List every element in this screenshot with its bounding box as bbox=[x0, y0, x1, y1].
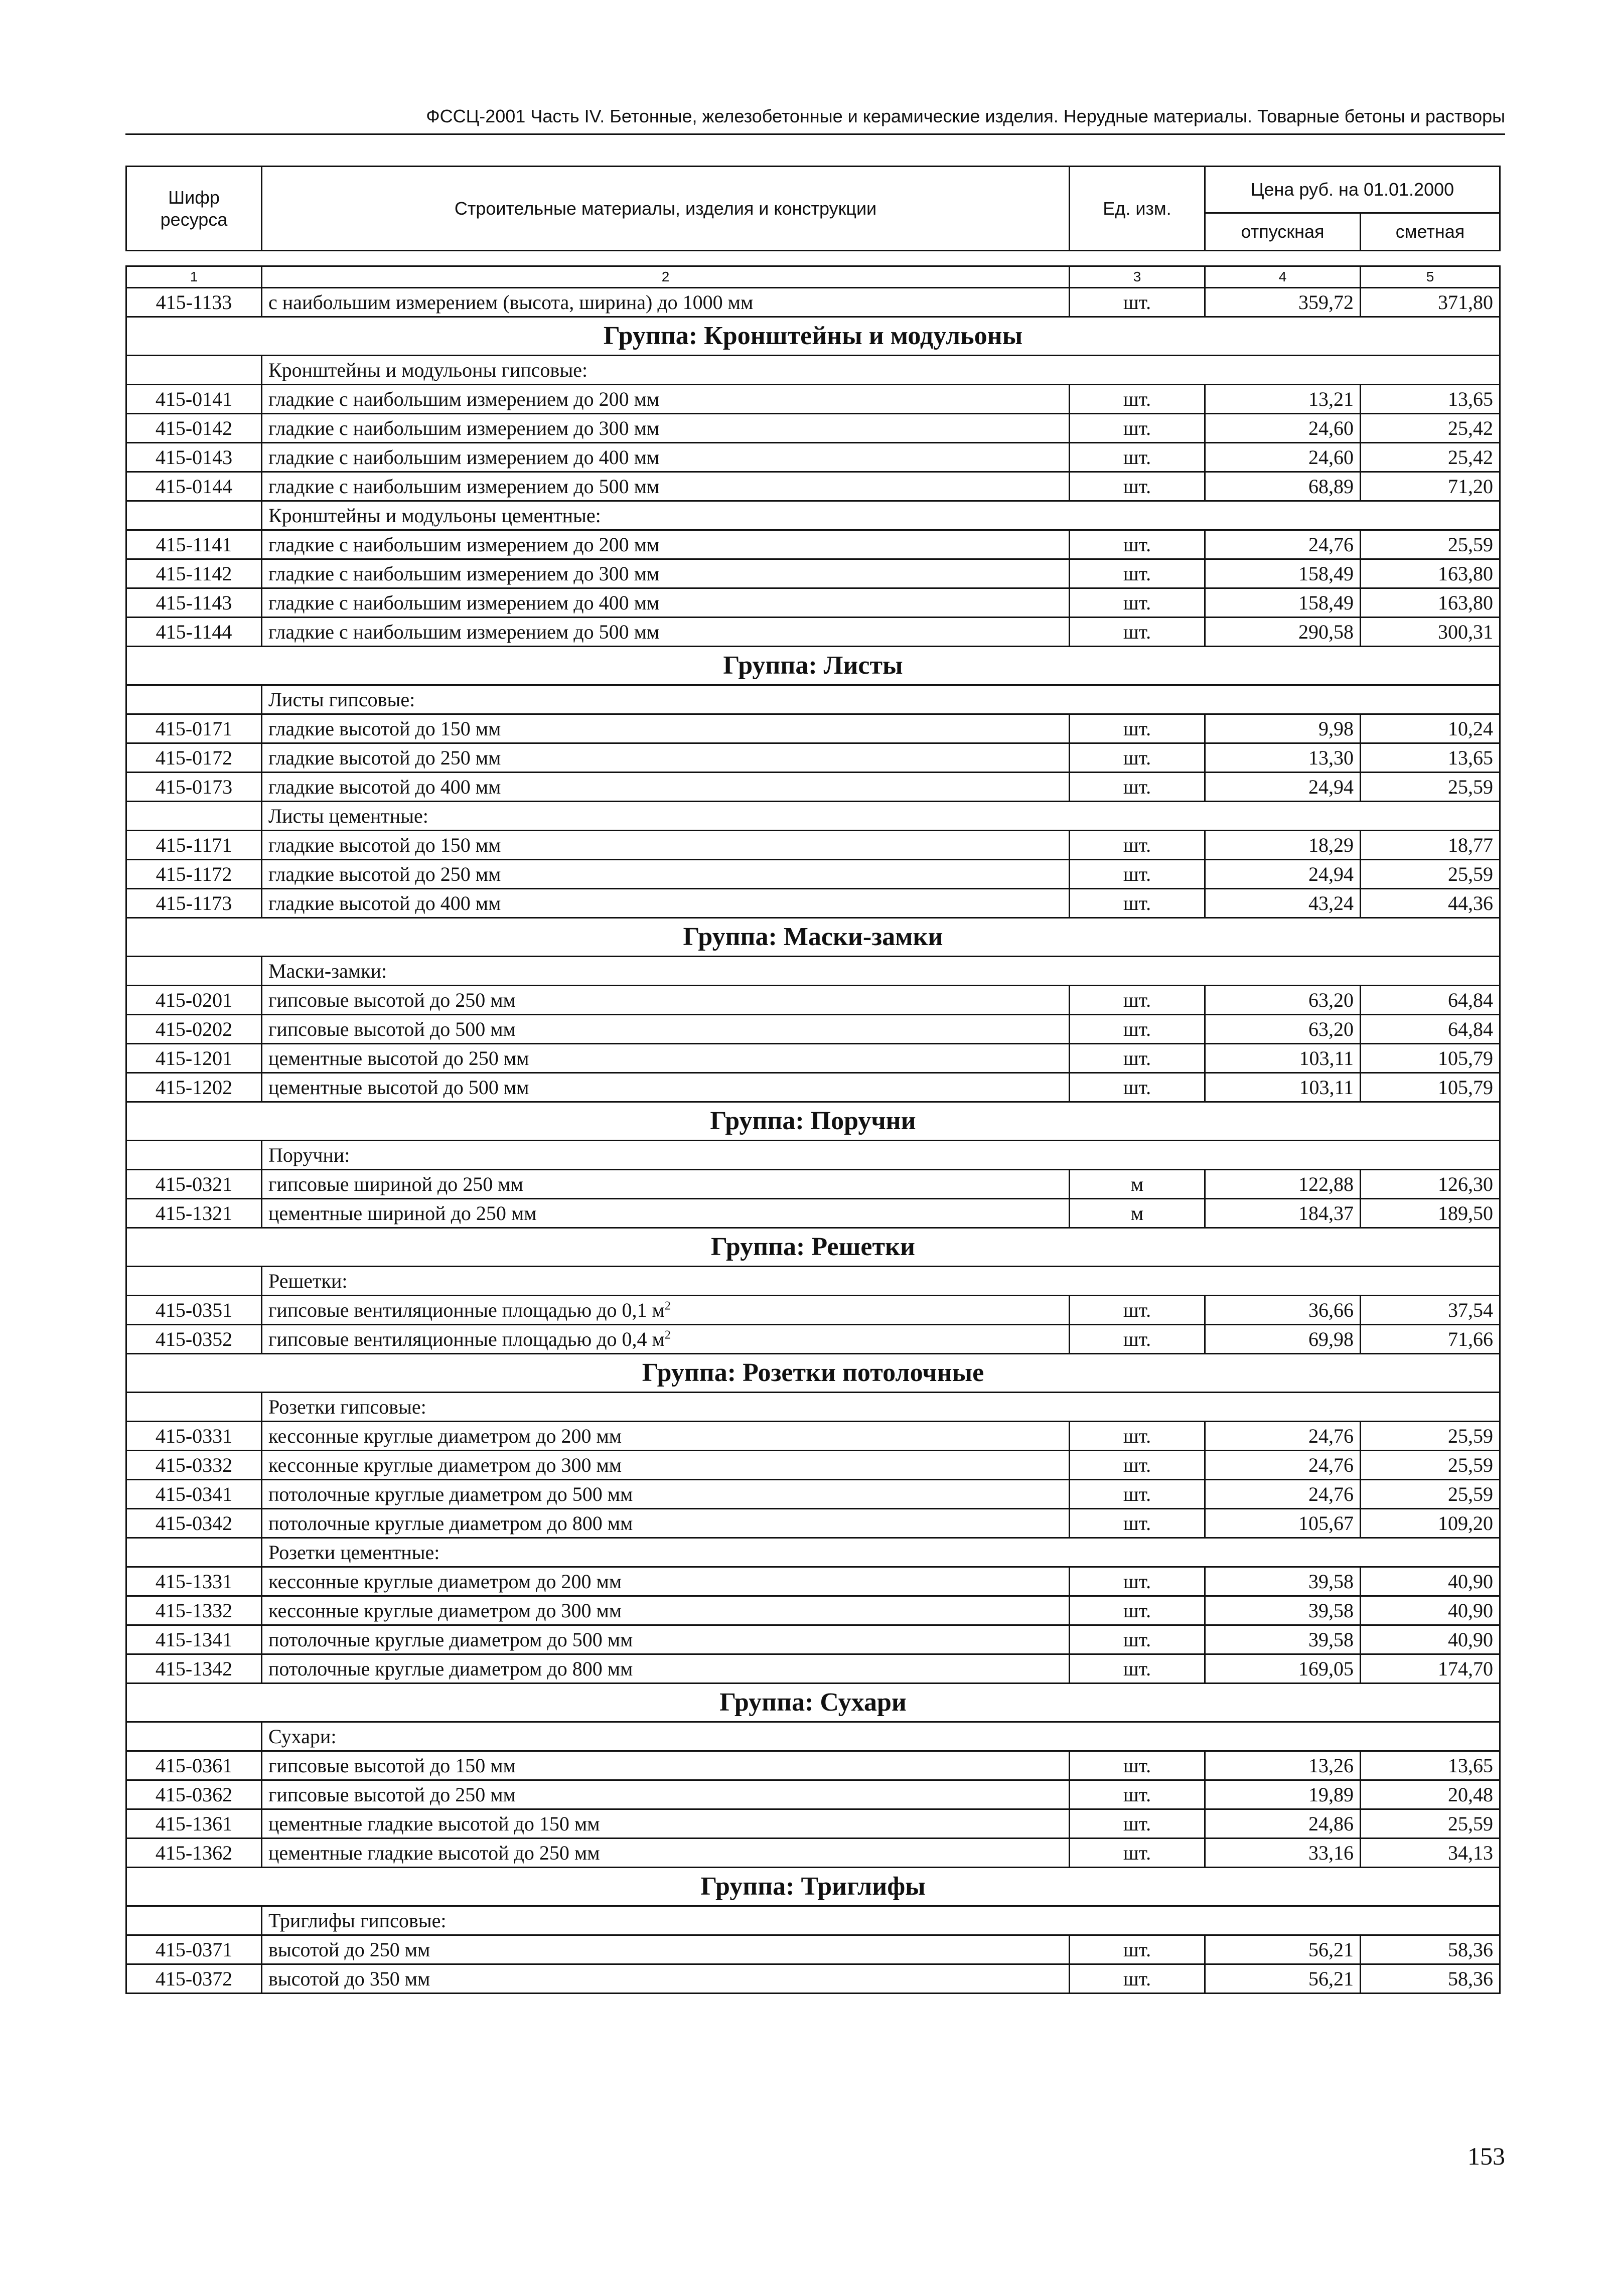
estimate-price: 40,90 bbox=[1361, 1567, 1500, 1596]
resource-code: 415-0341 bbox=[126, 1480, 262, 1509]
material-name: кессонные круглые диаметром до 200 мм bbox=[262, 1422, 1070, 1451]
resource-code: 415-1171 bbox=[126, 831, 262, 860]
estimate-price: 71,66 bbox=[1361, 1325, 1500, 1354]
unit: м bbox=[1070, 1199, 1205, 1228]
estimate-price: 13,65 bbox=[1361, 385, 1500, 414]
material-name: гладкие с наибольшим измерением до 500 мм bbox=[262, 472, 1070, 501]
release-price: 105,67 bbox=[1205, 1509, 1361, 1538]
release-price: 63,20 bbox=[1205, 986, 1361, 1015]
estimate-price: 25,42 bbox=[1361, 414, 1500, 443]
estimate-price: 163,80 bbox=[1361, 559, 1500, 588]
material-name: высотой до 350 мм bbox=[262, 1964, 1070, 1994]
resource-code: 415-0321 bbox=[126, 1170, 262, 1199]
unit: шт. bbox=[1070, 1654, 1205, 1683]
resource-code: 415-0351 bbox=[126, 1296, 262, 1325]
release-price: 122,88 bbox=[1205, 1170, 1361, 1199]
resource-code: 415-0141 bbox=[126, 385, 262, 414]
estimate-price: 25,59 bbox=[1361, 1451, 1500, 1480]
estimate-price: 64,84 bbox=[1361, 986, 1500, 1015]
release-price: 56,21 bbox=[1205, 1964, 1361, 1994]
material-name: гладкие высотой до 150 мм bbox=[262, 714, 1070, 743]
release-price: 184,37 bbox=[1205, 1199, 1361, 1228]
table-row bbox=[126, 1780, 1500, 1809]
column-number: 2 bbox=[262, 266, 1070, 288]
release-price: 158,49 bbox=[1205, 559, 1361, 588]
subgroup-code-cell bbox=[126, 1906, 262, 1935]
material-name: гладкие высотой до 400 мм bbox=[262, 889, 1070, 918]
subgroup-row bbox=[126, 802, 1500, 831]
unit: шт. bbox=[1070, 1422, 1205, 1451]
estimate-price: 25,59 bbox=[1361, 1422, 1500, 1451]
subgroup-title: Сухари: bbox=[262, 1722, 1500, 1751]
unit: шт. bbox=[1070, 889, 1205, 918]
table-header-row bbox=[126, 167, 1500, 213]
estimate-price: 163,80 bbox=[1361, 588, 1500, 618]
table-row bbox=[126, 1654, 1500, 1683]
release-price: 24,94 bbox=[1205, 860, 1361, 889]
estimate-price: 13,65 bbox=[1361, 743, 1500, 773]
release-price: 359,72 bbox=[1205, 288, 1361, 317]
table-row bbox=[126, 773, 1500, 802]
release-price: 39,58 bbox=[1205, 1625, 1361, 1654]
group-row bbox=[126, 1228, 1500, 1267]
estimate-price: 40,90 bbox=[1361, 1625, 1500, 1654]
table-row bbox=[126, 831, 1500, 860]
subgroup-title: Розетки гипсовые: bbox=[262, 1393, 1500, 1422]
resource-code: 415-1173 bbox=[126, 889, 262, 918]
estimate-price: 25,42 bbox=[1361, 443, 1500, 472]
material-name: гладкие с наибольшим измерением до 200 мм bbox=[262, 530, 1070, 559]
table-row bbox=[126, 1480, 1500, 1509]
table-row bbox=[126, 1625, 1500, 1654]
resource-code: 415-0372 bbox=[126, 1964, 262, 1994]
group-title: Группа: Поручни bbox=[126, 1102, 1500, 1141]
material-name: цементные шириной до 250 мм bbox=[262, 1199, 1070, 1228]
unit: шт. bbox=[1070, 1839, 1205, 1868]
release-price: 24,86 bbox=[1205, 1809, 1361, 1839]
table-row bbox=[126, 1422, 1500, 1451]
subgroup-row bbox=[126, 1141, 1500, 1170]
table-row bbox=[126, 1073, 1500, 1102]
table-row bbox=[126, 860, 1500, 889]
estimate-price: 25,59 bbox=[1361, 773, 1500, 802]
col-header-estimate: сметная bbox=[1361, 213, 1500, 251]
estimate-price: 105,79 bbox=[1361, 1044, 1500, 1073]
estimate-price: 109,20 bbox=[1361, 1509, 1500, 1538]
unit-exponent: 2 bbox=[664, 1328, 671, 1342]
resource-code: 415-1201 bbox=[126, 1044, 262, 1073]
material-name: гладкие высотой до 400 мм bbox=[262, 773, 1070, 802]
release-price: 24,60 bbox=[1205, 443, 1361, 472]
col-header-code: Шифр ресурса bbox=[126, 167, 262, 251]
resource-code: 415-0173 bbox=[126, 773, 262, 802]
release-price: 36,66 bbox=[1205, 1296, 1361, 1325]
group-row bbox=[126, 918, 1500, 957]
material-name: кессонные круглые диаметром до 200 мм bbox=[262, 1567, 1070, 1596]
resource-code: 415-0201 bbox=[126, 986, 262, 1015]
resource-code: 415-0332 bbox=[126, 1451, 262, 1480]
group-row bbox=[126, 1683, 1500, 1722]
column-number-row bbox=[126, 266, 1500, 288]
subgroup-title: Триглифы гипсовые: bbox=[262, 1906, 1500, 1935]
resource-code: 415-1331 bbox=[126, 1567, 262, 1596]
table-row bbox=[126, 559, 1500, 588]
unit: шт. bbox=[1070, 288, 1205, 317]
table-row bbox=[126, 288, 1500, 317]
column-number: 4 bbox=[1205, 266, 1361, 288]
page-number: 153 bbox=[1467, 2142, 1505, 2170]
group-row bbox=[126, 1102, 1500, 1141]
resource-code: 415-0202 bbox=[126, 1015, 262, 1044]
column-number: 5 bbox=[1361, 266, 1500, 288]
unit: шт. bbox=[1070, 1809, 1205, 1839]
resource-code: 415-0144 bbox=[126, 472, 262, 501]
estimate-price: 25,59 bbox=[1361, 530, 1500, 559]
subgroup-row bbox=[126, 1722, 1500, 1751]
estimate-price: 300,31 bbox=[1361, 618, 1500, 647]
material-name: гипсовые высотой до 250 мм bbox=[262, 986, 1070, 1015]
table-row bbox=[126, 472, 1500, 501]
col-header-release: отпускная bbox=[1205, 213, 1361, 251]
material-name: с наибольшим измерением (высота, ширина) до 1000 мм bbox=[262, 288, 1070, 317]
subgroup-title: Кронштейны и модульоны цементные: bbox=[262, 501, 1500, 530]
subgroup-code-cell bbox=[126, 802, 262, 831]
resource-code: 415-1144 bbox=[126, 618, 262, 647]
col-header-name: Строительные материалы, изделия и конструкции bbox=[262, 167, 1070, 251]
release-price: 103,11 bbox=[1205, 1044, 1361, 1073]
resource-code: 415-0362 bbox=[126, 1780, 262, 1809]
release-price: 169,05 bbox=[1205, 1654, 1361, 1683]
table-row bbox=[126, 1596, 1500, 1625]
resource-code: 415-1341 bbox=[126, 1625, 262, 1654]
material-name: кессонные круглые диаметром до 300 мм bbox=[262, 1451, 1070, 1480]
unit: шт. bbox=[1070, 1596, 1205, 1625]
resource-code: 415-1332 bbox=[126, 1596, 262, 1625]
unit: шт. bbox=[1070, 1073, 1205, 1102]
subgroup-row bbox=[126, 957, 1500, 986]
table-row bbox=[126, 1964, 1500, 1994]
unit: шт. bbox=[1070, 618, 1205, 647]
estimate-price: 25,59 bbox=[1361, 1480, 1500, 1509]
group-title: Группа: Сухари bbox=[126, 1683, 1500, 1722]
release-price: 103,11 bbox=[1205, 1073, 1361, 1102]
material-name: гипсовые шириной до 250 мм bbox=[262, 1170, 1070, 1199]
estimate-price: 174,70 bbox=[1361, 1654, 1500, 1683]
subgroup-title: Поручни: bbox=[262, 1141, 1500, 1170]
material-name bbox=[262, 1296, 1070, 1325]
estimate-price: 58,36 bbox=[1361, 1935, 1500, 1964]
table-row bbox=[126, 714, 1500, 743]
resource-code: 415-1133 bbox=[126, 288, 262, 317]
release-price: 63,20 bbox=[1205, 1015, 1361, 1044]
table-row bbox=[126, 1296, 1500, 1325]
material-name: гладкие с наибольшим измерением до 300 мм bbox=[262, 414, 1070, 443]
table-row bbox=[126, 385, 1500, 414]
subgroup-code-cell bbox=[126, 1722, 262, 1751]
release-price: 18,29 bbox=[1205, 831, 1361, 860]
release-price: 39,58 bbox=[1205, 1567, 1361, 1596]
subgroup-row bbox=[126, 1906, 1500, 1935]
table-row bbox=[126, 1751, 1500, 1780]
release-price: 290,58 bbox=[1205, 618, 1361, 647]
material-name: гладкие с наибольшим измерением до 500 мм bbox=[262, 618, 1070, 647]
table-row bbox=[126, 1325, 1500, 1354]
estimate-price: 64,84 bbox=[1361, 1015, 1500, 1044]
unit: шт. bbox=[1070, 559, 1205, 588]
subgroup-code-cell bbox=[126, 1393, 262, 1422]
material-name: потолочные круглые диаметром до 500 мм bbox=[262, 1480, 1070, 1509]
resource-code: 415-0142 bbox=[126, 414, 262, 443]
material-name bbox=[262, 1325, 1070, 1354]
resource-code: 415-0371 bbox=[126, 1935, 262, 1964]
material-name: гладкие с наибольшим измерением до 400 мм bbox=[262, 443, 1070, 472]
unit: шт. bbox=[1070, 1015, 1205, 1044]
unit: шт. bbox=[1070, 1044, 1205, 1073]
group-row bbox=[126, 647, 1500, 685]
subgroup-code-cell bbox=[126, 356, 262, 385]
estimate-price: 18,77 bbox=[1361, 831, 1500, 860]
release-price: 56,21 bbox=[1205, 1935, 1361, 1964]
resource-code: 415-1202 bbox=[126, 1073, 262, 1102]
unit: шт. bbox=[1070, 1964, 1205, 1994]
resource-code: 415-1362 bbox=[126, 1839, 262, 1868]
material-name: гипсовые высотой до 250 мм bbox=[262, 1780, 1070, 1809]
material-name: гипсовые высотой до 150 мм bbox=[262, 1751, 1070, 1780]
unit: шт. bbox=[1070, 530, 1205, 559]
subgroup-code-cell bbox=[126, 1538, 262, 1567]
material-name: цементные высотой до 500 мм bbox=[262, 1073, 1070, 1102]
material-name: потолочные круглые диаметром до 800 мм bbox=[262, 1654, 1070, 1683]
table-row bbox=[126, 588, 1500, 618]
release-price: 24,76 bbox=[1205, 1451, 1361, 1480]
table-row bbox=[126, 414, 1500, 443]
unit: шт. bbox=[1070, 714, 1205, 743]
material-name: гладкие высотой до 250 мм bbox=[262, 860, 1070, 889]
table-row bbox=[126, 1839, 1500, 1868]
release-price: 24,76 bbox=[1205, 530, 1361, 559]
subgroup-code-cell bbox=[126, 1267, 262, 1296]
unit: шт. bbox=[1070, 1480, 1205, 1509]
group-title: Группа: Кронштейны и модульоны bbox=[126, 317, 1500, 356]
material-name-text: гипсовые вентиляционные площадью до 0,1 м bbox=[268, 1298, 665, 1321]
table-row bbox=[126, 443, 1500, 472]
unit: шт. bbox=[1070, 831, 1205, 860]
group-title: Группа: Розетки потолочные bbox=[126, 1354, 1500, 1393]
column-number: 3 bbox=[1070, 266, 1205, 288]
table-row bbox=[126, 1170, 1500, 1199]
resource-code: 415-0342 bbox=[126, 1509, 262, 1538]
estimate-price: 25,59 bbox=[1361, 860, 1500, 889]
subgroup-title: Листы цементные: bbox=[262, 802, 1500, 831]
group-row bbox=[126, 1354, 1500, 1393]
table-row bbox=[126, 1199, 1500, 1228]
col-header-price: Цена руб. на 01.01.2000 bbox=[1205, 167, 1500, 213]
release-price: 24,94 bbox=[1205, 773, 1361, 802]
subgroup-code-cell bbox=[126, 685, 262, 714]
release-price: 43,24 bbox=[1205, 889, 1361, 918]
estimate-price: 189,50 bbox=[1361, 1199, 1500, 1228]
resource-code: 415-0361 bbox=[126, 1751, 262, 1780]
estimate-price: 10,24 bbox=[1361, 714, 1500, 743]
estimate-price: 371,80 bbox=[1361, 288, 1500, 317]
material-name: потолочные круглые диаметром до 500 мм bbox=[262, 1625, 1070, 1654]
material-name-text: гипсовые вентиляционные площадью до 0,4 м bbox=[268, 1327, 665, 1350]
table-row bbox=[126, 1451, 1500, 1480]
group-title: Группа: Триглифы bbox=[126, 1868, 1500, 1906]
release-price: 24,76 bbox=[1205, 1422, 1361, 1451]
material-name: гладкие с наибольшим измерением до 300 мм bbox=[262, 559, 1070, 588]
unit: шт. bbox=[1070, 986, 1205, 1015]
unit: шт. bbox=[1070, 1509, 1205, 1538]
group-title: Группа: Маски-замки bbox=[126, 918, 1500, 957]
material-name: высотой до 250 мм bbox=[262, 1935, 1070, 1964]
estimate-price: 13,65 bbox=[1361, 1751, 1500, 1780]
resource-code: 415-0172 bbox=[126, 743, 262, 773]
unit: шт. bbox=[1070, 588, 1205, 618]
subgroup-row bbox=[126, 501, 1500, 530]
subgroup-row bbox=[126, 356, 1500, 385]
unit: шт. bbox=[1070, 1935, 1205, 1964]
estimate-price: 40,90 bbox=[1361, 1596, 1500, 1625]
release-price: 158,49 bbox=[1205, 588, 1361, 618]
unit: шт. bbox=[1070, 1567, 1205, 1596]
unit: шт. bbox=[1070, 1451, 1205, 1480]
unit: шт. bbox=[1070, 385, 1205, 414]
subgroup-row bbox=[126, 1538, 1500, 1567]
estimate-price: 25,59 bbox=[1361, 1809, 1500, 1839]
resource-code: 415-1141 bbox=[126, 530, 262, 559]
estimate-price: 44,36 bbox=[1361, 889, 1500, 918]
running-header: ФССЦ-2001 Часть IV. Бетонные, железобетонные и керамические изделия. Нерудные материалы. Товарные бетоны и растворы bbox=[426, 106, 1505, 126]
subgroup-row bbox=[126, 1393, 1500, 1422]
estimate-price: 58,36 bbox=[1361, 1964, 1500, 1994]
release-price: 39,58 bbox=[1205, 1596, 1361, 1625]
table-row bbox=[126, 1044, 1500, 1073]
release-price: 69,98 bbox=[1205, 1325, 1361, 1354]
header-rule bbox=[125, 133, 1505, 135]
table-row bbox=[126, 743, 1500, 773]
column-number: 1 bbox=[126, 266, 262, 288]
table-row bbox=[126, 1809, 1500, 1839]
unit: шт. bbox=[1070, 443, 1205, 472]
unit: шт. bbox=[1070, 414, 1205, 443]
material-name: цементные гладкие высотой до 250 мм bbox=[262, 1839, 1070, 1868]
subgroup-row bbox=[126, 1267, 1500, 1296]
resource-code: 415-0143 bbox=[126, 443, 262, 472]
subgroup-code-cell bbox=[126, 501, 262, 530]
material-name: потолочные круглые диаметром до 800 мм bbox=[262, 1509, 1070, 1538]
subgroup-title: Маски-замки: bbox=[262, 957, 1500, 986]
unit: шт. bbox=[1070, 773, 1205, 802]
unit: шт. bbox=[1070, 1751, 1205, 1780]
table-row bbox=[126, 1509, 1500, 1538]
table-row bbox=[126, 530, 1500, 559]
material-name: гладкие с наибольшим измерением до 400 мм bbox=[262, 588, 1070, 618]
material-name: цементные гладкие высотой до 150 мм bbox=[262, 1809, 1070, 1839]
resource-code: 415-1342 bbox=[126, 1654, 262, 1683]
subgroup-title: Кронштейны и модульоны гипсовые: bbox=[262, 356, 1500, 385]
material-name: гладкие с наибольшим измерением до 200 мм bbox=[262, 385, 1070, 414]
estimate-price: 126,30 bbox=[1361, 1170, 1500, 1199]
release-price: 13,21 bbox=[1205, 385, 1361, 414]
table-row bbox=[126, 1935, 1500, 1964]
subgroup-title: Листы гипсовые: bbox=[262, 685, 1500, 714]
resource-code: 415-1321 bbox=[126, 1199, 262, 1228]
table-row bbox=[126, 1567, 1500, 1596]
resource-code: 415-1143 bbox=[126, 588, 262, 618]
header-gap bbox=[126, 251, 1500, 266]
unit: шт. bbox=[1070, 1625, 1205, 1654]
release-price: 24,60 bbox=[1205, 414, 1361, 443]
release-price: 13,26 bbox=[1205, 1751, 1361, 1780]
estimate-price: 37,54 bbox=[1361, 1296, 1500, 1325]
col-header-unit: Ед. изм. bbox=[1070, 167, 1205, 251]
estimate-price: 71,20 bbox=[1361, 472, 1500, 501]
unit: шт. bbox=[1070, 472, 1205, 501]
material-name: гладкие высотой до 150 мм bbox=[262, 831, 1070, 860]
unit: шт. bbox=[1070, 1780, 1205, 1809]
release-price: 9,98 bbox=[1205, 714, 1361, 743]
material-name: кессонные круглые диаметром до 300 мм bbox=[262, 1596, 1070, 1625]
subgroup-code-cell bbox=[126, 1141, 262, 1170]
table-row bbox=[126, 889, 1500, 918]
table-row bbox=[126, 618, 1500, 647]
release-price: 68,89 bbox=[1205, 472, 1361, 501]
subgroup-title: Решетки: bbox=[262, 1267, 1500, 1296]
table-row bbox=[126, 1015, 1500, 1044]
material-name: гладкие высотой до 250 мм bbox=[262, 743, 1070, 773]
release-price: 33,16 bbox=[1205, 1839, 1361, 1868]
price-table bbox=[125, 166, 1501, 1994]
estimate-price: 20,48 bbox=[1361, 1780, 1500, 1809]
table-row bbox=[126, 986, 1500, 1015]
resource-code: 415-0171 bbox=[126, 714, 262, 743]
estimate-price: 34,13 bbox=[1361, 1839, 1500, 1868]
unit: м bbox=[1070, 1170, 1205, 1199]
group-row bbox=[126, 1868, 1500, 1906]
group-title: Группа: Листы bbox=[126, 647, 1500, 685]
resource-code: 415-1142 bbox=[126, 559, 262, 588]
release-price: 19,89 bbox=[1205, 1780, 1361, 1809]
unit: шт. bbox=[1070, 860, 1205, 889]
subgroup-code-cell bbox=[126, 957, 262, 986]
resource-code: 415-1172 bbox=[126, 860, 262, 889]
resource-code: 415-0331 bbox=[126, 1422, 262, 1451]
group-title: Группа: Решетки bbox=[126, 1228, 1500, 1267]
material-name: цементные высотой до 250 мм bbox=[262, 1044, 1070, 1073]
group-row bbox=[126, 317, 1500, 356]
subgroup-row bbox=[126, 685, 1500, 714]
unit-exponent: 2 bbox=[664, 1299, 671, 1313]
unit: шт. bbox=[1070, 1325, 1205, 1354]
estimate-price: 105,79 bbox=[1361, 1073, 1500, 1102]
resource-code: 415-0352 bbox=[126, 1325, 262, 1354]
release-price: 24,76 bbox=[1205, 1480, 1361, 1509]
subgroup-title: Розетки цементные: bbox=[262, 1538, 1500, 1567]
material-name: гипсовые высотой до 500 мм bbox=[262, 1015, 1070, 1044]
unit: шт. bbox=[1070, 743, 1205, 773]
resource-code: 415-1361 bbox=[126, 1809, 262, 1839]
unit: шт. bbox=[1070, 1296, 1205, 1325]
release-price: 13,30 bbox=[1205, 743, 1361, 773]
